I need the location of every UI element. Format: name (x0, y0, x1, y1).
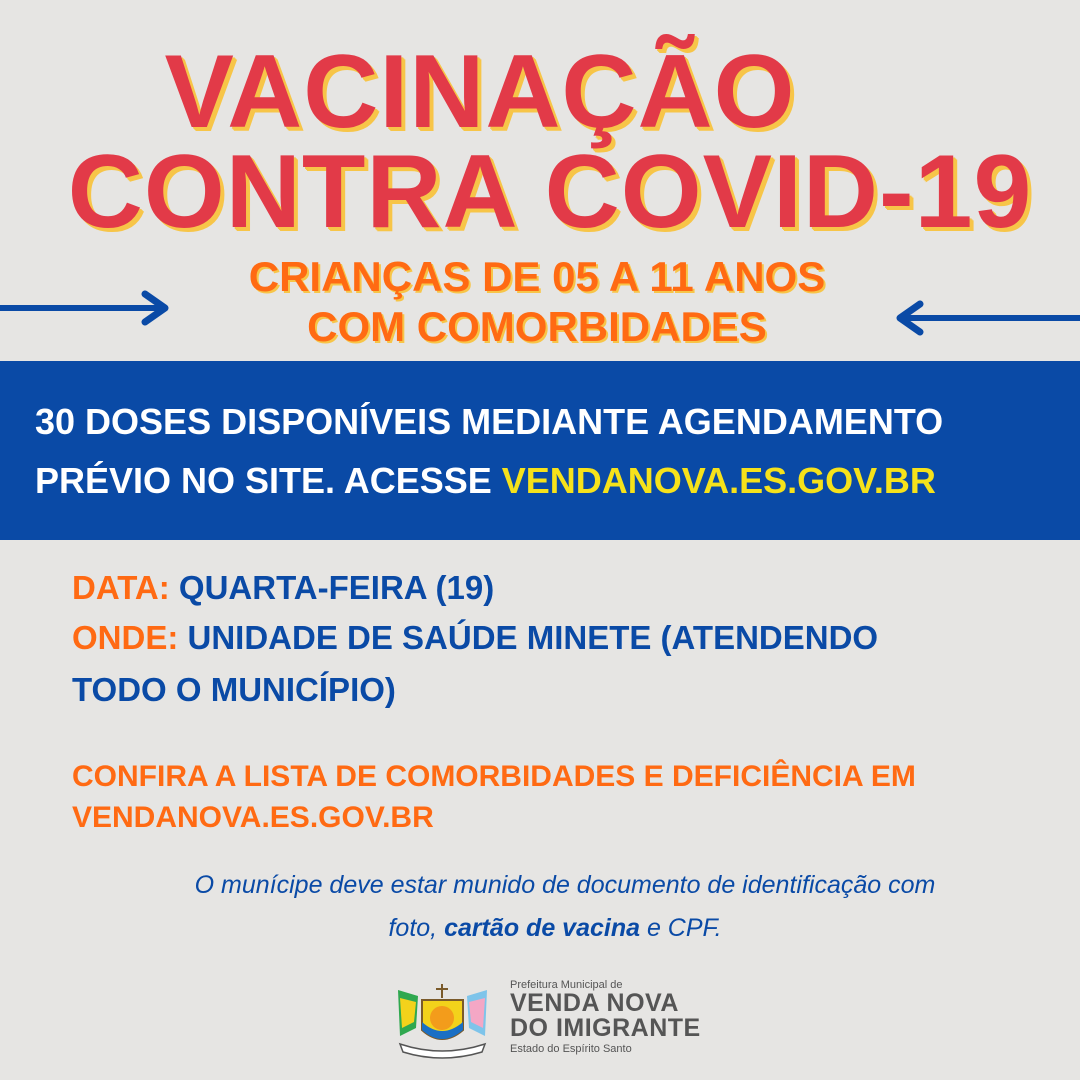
confira-line-1: CONFIRA A LISTA DE COMORBIDADES E DEFICIÊNCIA EM (72, 760, 916, 793)
page-title-line-1: VACINAÇÃO (164, 34, 796, 150)
arrow-left-icon (892, 300, 1080, 336)
info-location-cont: TODO O MUNICÍPIO) (72, 671, 396, 708)
banner-line-2-prefix: PRÉVIO NO SITE. ACESSE (35, 460, 502, 501)
info-banner (0, 361, 1080, 540)
location-label: ONDE: (72, 619, 179, 656)
logo-name-2: DO IMIGRANTE (510, 1014, 701, 1042)
municipal-coat-of-arms-icon (390, 978, 495, 1060)
banner-line-1: 30 DOSES DISPONÍVEIS MEDIANTE AGENDAMENTO (35, 401, 944, 442)
banner-site-link[interactable]: VENDANOVA.ES.GOV.BR (501, 460, 936, 501)
logo-small-top: Prefeitura Municipal de (510, 979, 623, 991)
note-line-1: O munícipe deve estar munido de documento de identificação com (194, 871, 936, 899)
note-vaccine-card: cartão de vacina (444, 914, 640, 942)
date-value: QUARTA-FEIRA (19) (178, 569, 495, 606)
logo-text (510, 980, 701, 1055)
logo-name-1: VENDA NOVA (510, 989, 679, 1017)
logo-small-bottom: Estado do Espírito Santo (510, 1043, 632, 1055)
date-label: DATA: (72, 569, 170, 606)
confira-site-link[interactable]: VENDANOVA.ES.GOV.BR (72, 801, 434, 834)
subtitle-line-2: COM COMORBIDADES (307, 303, 767, 350)
note-line-2 (15, 916, 1080, 941)
info-location (72, 621, 878, 654)
note-line-2-a: foto, (388, 914, 445, 942)
note-line-2-b: e CPF. (640, 914, 722, 942)
banner-line-2 (35, 460, 936, 501)
location-value: UNIDADE DE SAÚDE MINETE (ATENDENDO (187, 619, 879, 656)
subtitle-line-1: CRIANÇAS DE 05 A 11 ANOS (248, 253, 826, 300)
page-title-line-2: CONTRA COVID-19 (67, 134, 1033, 250)
info-date (72, 571, 494, 604)
